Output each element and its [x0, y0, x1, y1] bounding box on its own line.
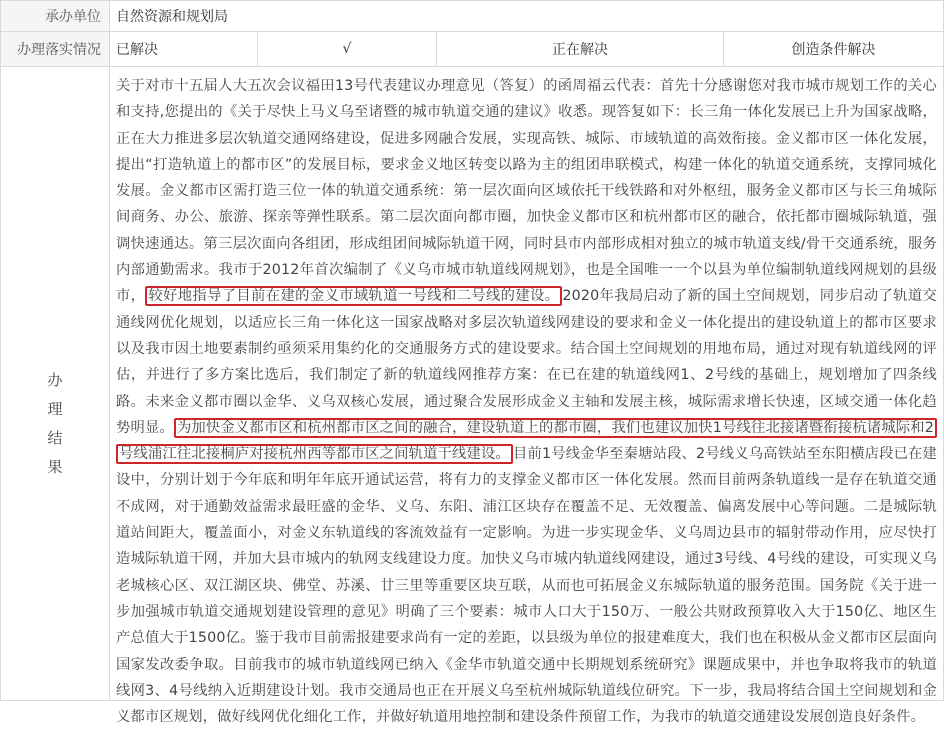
highlighted-phrase-lines-1-2: 较好地指导了目前在建的金义市域轨道一号线和二号线的建设。: [145, 286, 562, 306]
organizer-row: [1, 1, 944, 32]
result-label: 办理结果: [47, 370, 63, 476]
result-text: [116, 73, 937, 726]
highlighted-phrase-intercity-links: 为加快金义都市区和杭州都市区之间的融合，建设轨道上的都市圈，我们也建议加快1号线往北接诸暨衔接杭诸城际和2号线浦江往北接桐庐对接杭州西等都市区之间轨道干线建设。: [116, 418, 937, 464]
status-option-in-progress: 正在解决: [437, 32, 724, 67]
result-row: [1, 67, 944, 701]
organizer-label: 承办单位: [1, 1, 110, 32]
result-paragraph-part-1: 关于对市十五届人大五次会议福田13号代表建议办理意见（答复）的函周福云代表：首先十分感谢您对我市城市规划工作的关心和支持,您提出的《关于尽快上马义乌至诸暨的城市轨道交通的建议》收悉。现答复如下：长三角一体化发展已上升为国家战略，正在大力推进多层次轨道交通网络建设，促进多网融合发展，实现高铁、城际、市域轨道的高效衔接。金义都市区一体化发展，提出“打造轨道上的都市区”的发展目标，要求金义地区转变以路为主的组团串联模式，构建一体化的轨道交通系统，支撑同城化发展。金义都市区需打造三位一体的轨道交通系统：第一层次面向区域依托干线铁路和对外枢纽，服务金义都市区与长三角城际间商务、办公、旅游、探亲等弹性联系。第二层次面向都市圈，加快金义都市区和杭州都市区的融合，依托都市圈城际轨道，强调快速通达。第三层次面向各组团，形成组团间城际轨道干网，同时县市内部形成相对独立的城市轨道支线/骨干交通系统，服务内部通勤需求。我市于2012年首次编制了《义乌市城市轨道线网规划》，也是全国唯一一个以县为单位编制轨道线网规划的县级市，: [116, 78, 937, 305]
organizer-value: 自然资源和规划局: [110, 1, 944, 32]
status-option-resolved: 已解决: [110, 32, 258, 67]
status-label: 办理落实情况: [1, 32, 110, 67]
result-content-cell: [110, 67, 944, 726]
status-row: [1, 32, 944, 67]
status-check-mark: √: [258, 32, 437, 67]
result-paragraph-part-3: 目前1号线金华至秦塘站段、2号线义乌高铁站至东阳横店段已在建设中，分别计划于今年底和明年年底开通试运营，将有力的支撑金义都市区一体化发展。然而目前两条轨道线一是存在轨道交通不成网，对于通勤效益需求最旺盛的金华、义乌、东阳、浦江区块存在覆盖不足、无效覆盖、偏离发展中心等问题。二是城际轨道站间距大，覆盖面小，对金义东轨道线的客流效益有一定影响。为进一步实现金华、义乌周边县市的辐射带动作用，应尽快打造城际轨道干网，并加大县市城内的轨网支线建设力度。加快义乌市城内轨道线网建设，通过3号线、4号线的建设，可实现义乌老城核心区、双江湖区块、佛堂、苏溪、廿三里等重要区块互联，从而也可拓展金义东城际轨道的服务范围。国务院《关于进一步加强城市轨道交通规划建设管理的意见》明确了三个要素：城市人口大于150万、一般公共财政预算收入大于150亿、地区生产总值大于1500亿。鉴于我市目前需报建要求尚有一定的差距，以县级为单位的报建难度大，我们也在积极从金义都市区层面向国家发改委争取。目前我市的城市轨道线网已纳入《金华市轨道交通中长期规划系统研究》课题成果中，并也争取将我市的轨道线网3、4号线纳入近期建设计划。我市交通局也正在开展义乌至杭州城际轨道线位研究。下一步，我局将结合国土空间规划和金义都市区规划，做好线网优化细化工作，并做好轨道用地控制和建设条件预留工作，为我市的轨道交通建设发展创造良好条件。: [116, 446, 937, 726]
result-label-cell: [1, 67, 110, 701]
status-option-create-conditions: 创造条件解决: [724, 32, 944, 67]
result-paragraph-part-2: 2020年我局启动了新的国土空间规划，同步启动了轨道交通线网优化规划，以适应长三角一体化这一国家战略对多层次轨道线网建设的要求和金义一体化提出的建设轨道上的都市区要求以及我市因土地要素制约亟须采用集约化的交通服务方式的建设要求。结合国土空间规划的用地布局，通过对现有轨道线网的评估，并进行了多方案比选后，我们制定了新的轨道线网推荐方案：在已在建的轨道线网1、2号线的基础上，规划增加了四条线路。未来金义都市圈以金华、义乌双核心发展，通过聚合发展形成金义主轴和发展主核，城际需求增长快速，区域交通一体化趋势明显。: [116, 288, 937, 436]
